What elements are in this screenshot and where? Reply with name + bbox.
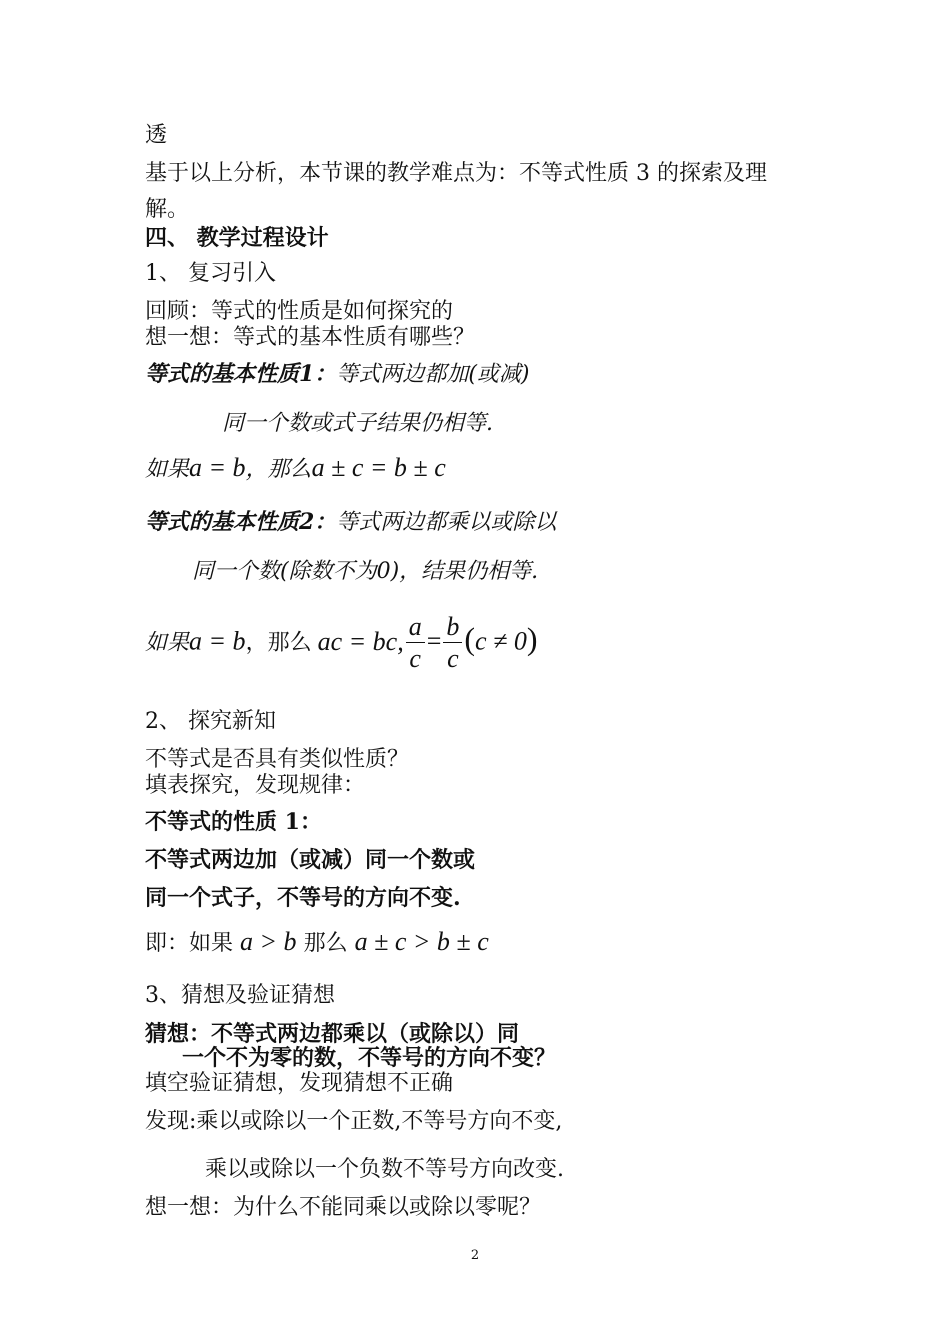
text-line: 基于以上分析，本节课的教学难点为：不等式性质 3 的探索及理	[145, 161, 767, 186]
equality-property-1	[145, 360, 529, 389]
section-heading: 四、 教学过程设计	[145, 225, 329, 251]
subsection-heading: 3、猜想及验证猜想	[145, 983, 335, 1008]
formula-line	[145, 928, 489, 958]
inequality-property-text: 不等式两边加（或减）同一个数或	[145, 847, 476, 873]
text-line: 填空验证猜想，发现猜想不正确	[145, 1071, 454, 1096]
if-label: 即：如果	[145, 931, 234, 956]
then-label: ，那么	[245, 630, 312, 656]
inequality-property-text: 同一个式子，不等号的方向不变.	[145, 885, 461, 911]
paren: (	[464, 620, 476, 657]
text-line: 不等式是否具有类似性质？	[145, 747, 410, 772]
finding-text: 乘以或除以一个负数不等号方向改变.	[205, 1157, 564, 1182]
property-continuation: 同一个数或式子结果仍相等.	[222, 411, 493, 436]
subsection-heading: 2、 探究新知	[145, 709, 276, 734]
text-line: 填表探究，发现规律：	[145, 773, 366, 798]
inequality: a > b	[240, 927, 297, 956]
text-line: 回顾：等式的性质是如何探究的	[145, 299, 454, 324]
condition: c ≠ 0	[475, 626, 527, 656]
property-text: 等式两边都加(或减)	[336, 362, 530, 387]
then-label: ，那么	[245, 457, 312, 482]
then-label: 那么	[303, 931, 348, 956]
equality-property-2	[145, 508, 556, 537]
fraction: $\frac{b}{c}$	[443, 612, 462, 675]
property-title: 等式的基本性质1：	[145, 361, 337, 387]
equation: a ± c = b ± c	[311, 453, 446, 482]
property-continuation: 同一个数(除数不为0)，结果仍相等.	[192, 559, 539, 584]
paren: )	[526, 620, 538, 657]
if-label: 如果	[145, 457, 190, 482]
subsection-heading: 1、 复习引入	[145, 261, 276, 286]
text-line: 透	[145, 123, 168, 148]
conjecture-text: 猜想：不等式两边都乘以（或除以）同	[145, 1021, 520, 1047]
property-title: 等式的基本性质2：	[145, 509, 337, 535]
inequality: a ± c > b ± c	[354, 927, 489, 956]
property-text: 等式两边都乘以或除以	[336, 510, 557, 535]
text-line: 想一想：为什么不能同乘以或除以零呢？	[145, 1195, 542, 1220]
finding-text: 发现:乘以或除以一个正数,不等号方向不变,	[145, 1109, 563, 1134]
equals-sign: =	[426, 626, 442, 656]
if-label: 如果	[145, 630, 190, 656]
equation: ac = bc,	[317, 626, 404, 656]
formula-line	[145, 612, 538, 682]
formula-line	[145, 454, 446, 484]
conjecture-text: 一个不为零的数，不等号的方向不变？	[182, 1045, 557, 1071]
equation: a = b	[189, 626, 246, 656]
equation: a = b	[189, 453, 246, 482]
page-number: 2	[470, 1248, 480, 1263]
inequality-property-title: 不等式的性质 1：	[145, 809, 322, 835]
text-line: 想一想：等式的基本性质有哪些？	[145, 325, 476, 350]
text-line: 解。	[145, 197, 190, 222]
fraction: $\frac{a}{c}$	[406, 612, 425, 675]
